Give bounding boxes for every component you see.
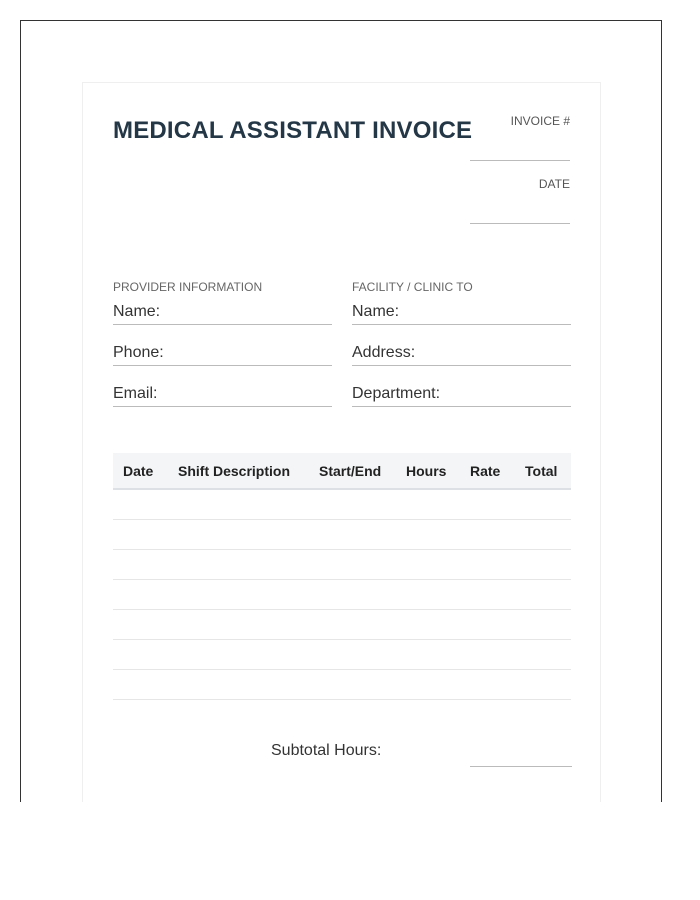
invoice-sheet [82, 82, 601, 802]
subtotal-hours-label: Subtotal Hours: [271, 742, 382, 759]
line-items-table [113, 453, 571, 700]
table-cell[interactable] [460, 579, 515, 609]
table-cell[interactable] [460, 609, 515, 639]
table-cell[interactable] [113, 549, 168, 579]
table-row [113, 639, 571, 669]
date-label: DATE [538, 177, 570, 191]
table-cell[interactable] [460, 549, 515, 579]
table-cell[interactable] [168, 549, 309, 579]
page-frame [20, 20, 662, 802]
table-cell[interactable] [515, 549, 571, 579]
table-cell[interactable] [460, 669, 515, 699]
table-cell[interactable] [396, 579, 460, 609]
table-row [113, 489, 571, 519]
column-header-start-end: Start/End [309, 453, 396, 489]
table-cell[interactable] [309, 639, 396, 669]
provider-phone-field[interactable]: Phone: [113, 342, 332, 366]
table-cell[interactable] [309, 489, 396, 519]
table-row [113, 609, 571, 639]
facility-name-field[interactable]: Name: [352, 301, 571, 325]
table-row [113, 669, 571, 699]
invoice-number-label: INVOICE # [510, 114, 570, 128]
provider-section-label: PROVIDER INFORMATION [113, 280, 263, 294]
table-cell[interactable] [396, 609, 460, 639]
table-cell[interactable] [396, 519, 460, 549]
facility-department-field[interactable]: Department: [352, 383, 571, 407]
facility-address-field[interactable]: Address: [352, 342, 571, 366]
table-cell[interactable] [113, 609, 168, 639]
table-cell[interactable] [113, 639, 168, 669]
table-cell[interactable] [309, 669, 396, 699]
column-header-date: Date [113, 453, 168, 489]
table-cell[interactable] [309, 579, 396, 609]
table-row [113, 549, 571, 579]
table-row [113, 579, 571, 609]
column-header-rate: Rate [460, 453, 515, 489]
table-cell[interactable] [168, 579, 309, 609]
date-line[interactable] [470, 223, 570, 224]
table-cell[interactable] [515, 489, 571, 519]
table-cell[interactable] [515, 609, 571, 639]
table-cell[interactable] [309, 549, 396, 579]
table-cell[interactable] [515, 519, 571, 549]
table-cell[interactable] [113, 489, 168, 519]
table-cell[interactable] [168, 639, 309, 669]
table-cell[interactable] [309, 519, 396, 549]
table-cell[interactable] [168, 669, 309, 699]
table-cell[interactable] [396, 639, 460, 669]
table-cell[interactable] [515, 639, 571, 669]
table-cell[interactable] [460, 519, 515, 549]
facility-section-label: FACILITY / CLINIC TO [352, 280, 473, 294]
provider-email-field[interactable]: Email: [113, 383, 332, 407]
table-cell[interactable] [113, 579, 168, 609]
table-cell[interactable] [168, 489, 309, 519]
invoice-number-line[interactable] [470, 160, 570, 161]
table-cell[interactable] [309, 609, 396, 639]
table-cell[interactable] [460, 489, 515, 519]
table-cell[interactable] [168, 519, 309, 549]
column-header-hours: Hours [396, 453, 460, 489]
table-cell[interactable] [113, 669, 168, 699]
table-row [113, 519, 571, 549]
table-cell[interactable] [396, 669, 460, 699]
table-cell[interactable] [168, 609, 309, 639]
column-header-shift-description: Shift Description [168, 453, 309, 489]
subtotal-hours-line[interactable] [470, 766, 572, 767]
table-cell[interactable] [515, 669, 571, 699]
table-cell[interactable] [396, 489, 460, 519]
table-cell[interactable] [113, 519, 168, 549]
table-body [113, 489, 571, 699]
table-cell[interactable] [396, 549, 460, 579]
invoice-title: MEDICAL ASSISTANT INVOICE [113, 117, 473, 144]
table-cell[interactable] [515, 579, 571, 609]
table-cell[interactable] [460, 639, 515, 669]
column-header-total: Total [515, 453, 571, 489]
table-header-row [113, 453, 571, 489]
provider-name-field[interactable]: Name: [113, 301, 332, 325]
